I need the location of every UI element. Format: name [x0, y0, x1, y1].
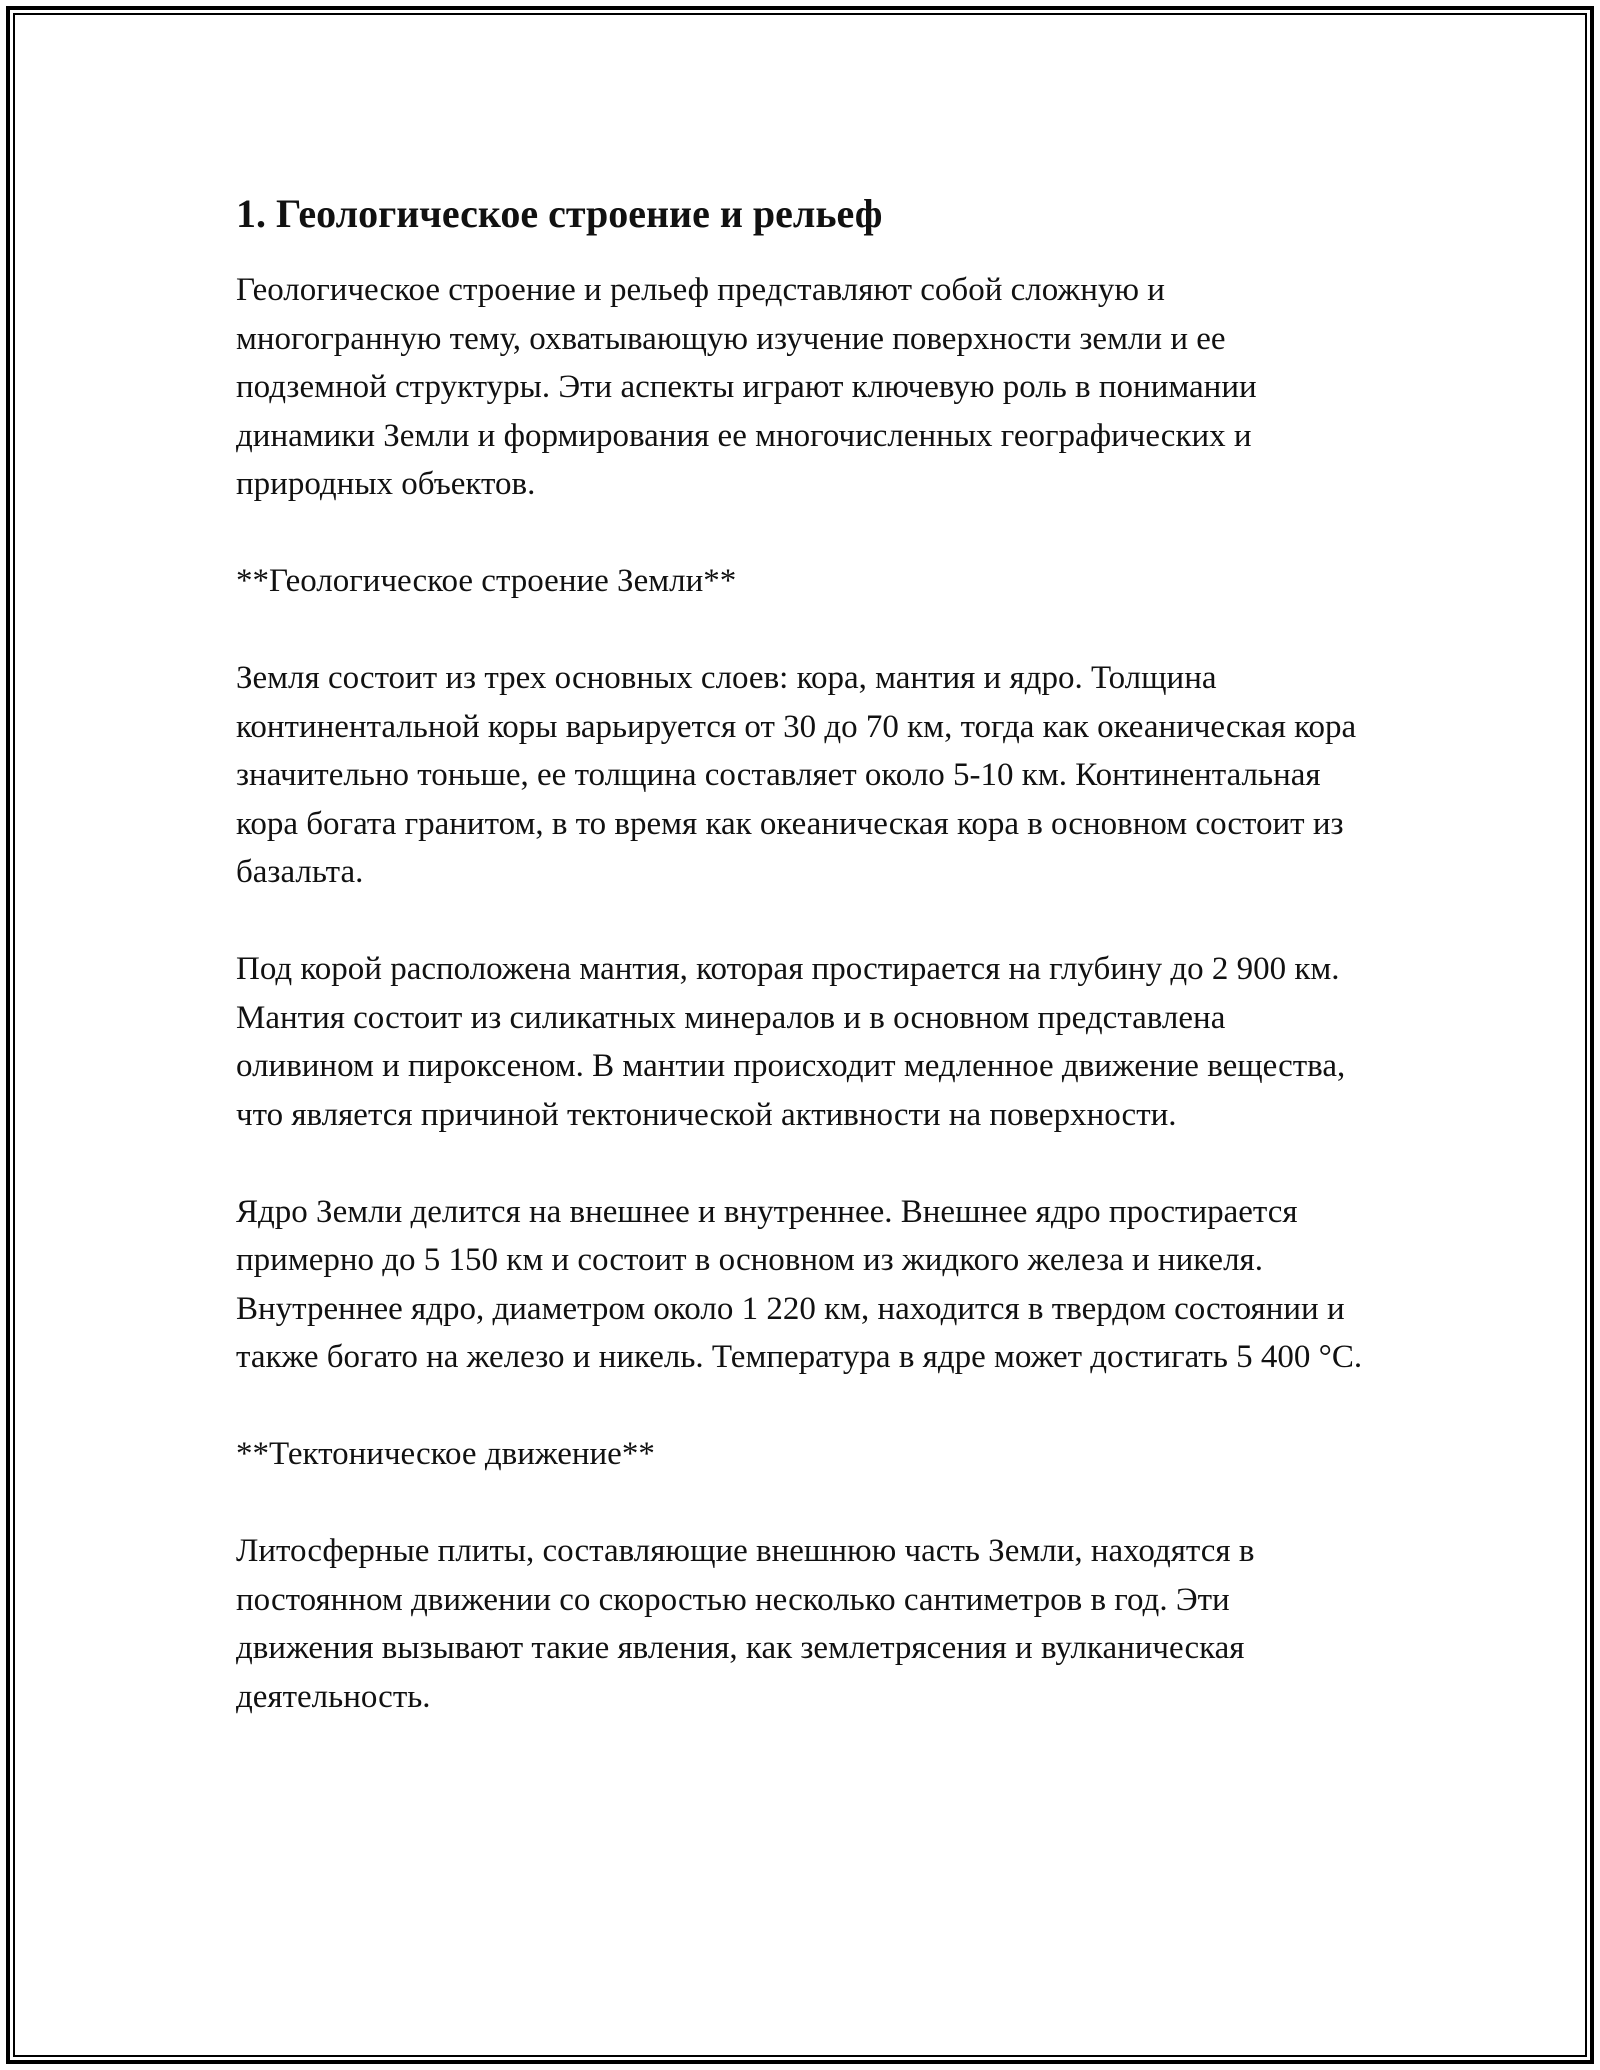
paragraph-lithospheric-plates: Литосферные плиты, составляющие внешнюю часть Земли, находятся в постоянном движении со скоростью несколько сантиметров в год. Эти движения вызывают такие явления, как землетрясения и вулканическая деятельность.: [236, 1533, 1255, 1715]
intro-paragraph: Геологическое строение и рельеф представляют собой сложную и многогранную тему, охватывающую изучение поверхности земли и ее подземной структуры. Эти аспекты играют ключевую роль в понимании динамики Земли и формирования ее многочисленных географических и природных объектов.: [236, 272, 1257, 502]
paragraph-mantle: Под корой расположена мантия, которая простирается на глубину до 2 900 км. Мантия состоит из силикатных минералов и в основном представлена оливином и пироксеном. В мантии происходит медленное движение вещества, что является причиной тектонической активности на поверхности.: [236, 951, 1346, 1133]
section-heading: 1. Геологическое строение и рельеф: [236, 191, 883, 236]
subheading-tectonic-movement: **Тектоническое движение**: [236, 1436, 655, 1472]
document-page: [236, 190, 1366, 1721]
paragraph-earth-layers: Земля состоит из трех основных слоев: кора, мантия и ядро. Толщина континентальной коры варьируется от 30 до 70 км, тогда как океаническая кора значительно тоньше, ее толщина составляет около 5-10 км. Континентальная кора богата гранитом, в то время как океаническая кора в основном состоит из базальта.: [236, 660, 1357, 890]
subheading-geological-structure: **Геологическое строение Земли**: [236, 563, 737, 599]
paragraph-core: Ядро Земли делится на внешнее и внутреннее. Внешнее ядро простирается примерно до 5 150 км и состоит в основном из жидкого железа и никеля. Внутреннее ядро, диаметром около 1 220 км, находится в твердом состоянии и также богато на железо и никель. Температура в ядре может достигать 5 400 °C.: [236, 1193, 1363, 1375]
